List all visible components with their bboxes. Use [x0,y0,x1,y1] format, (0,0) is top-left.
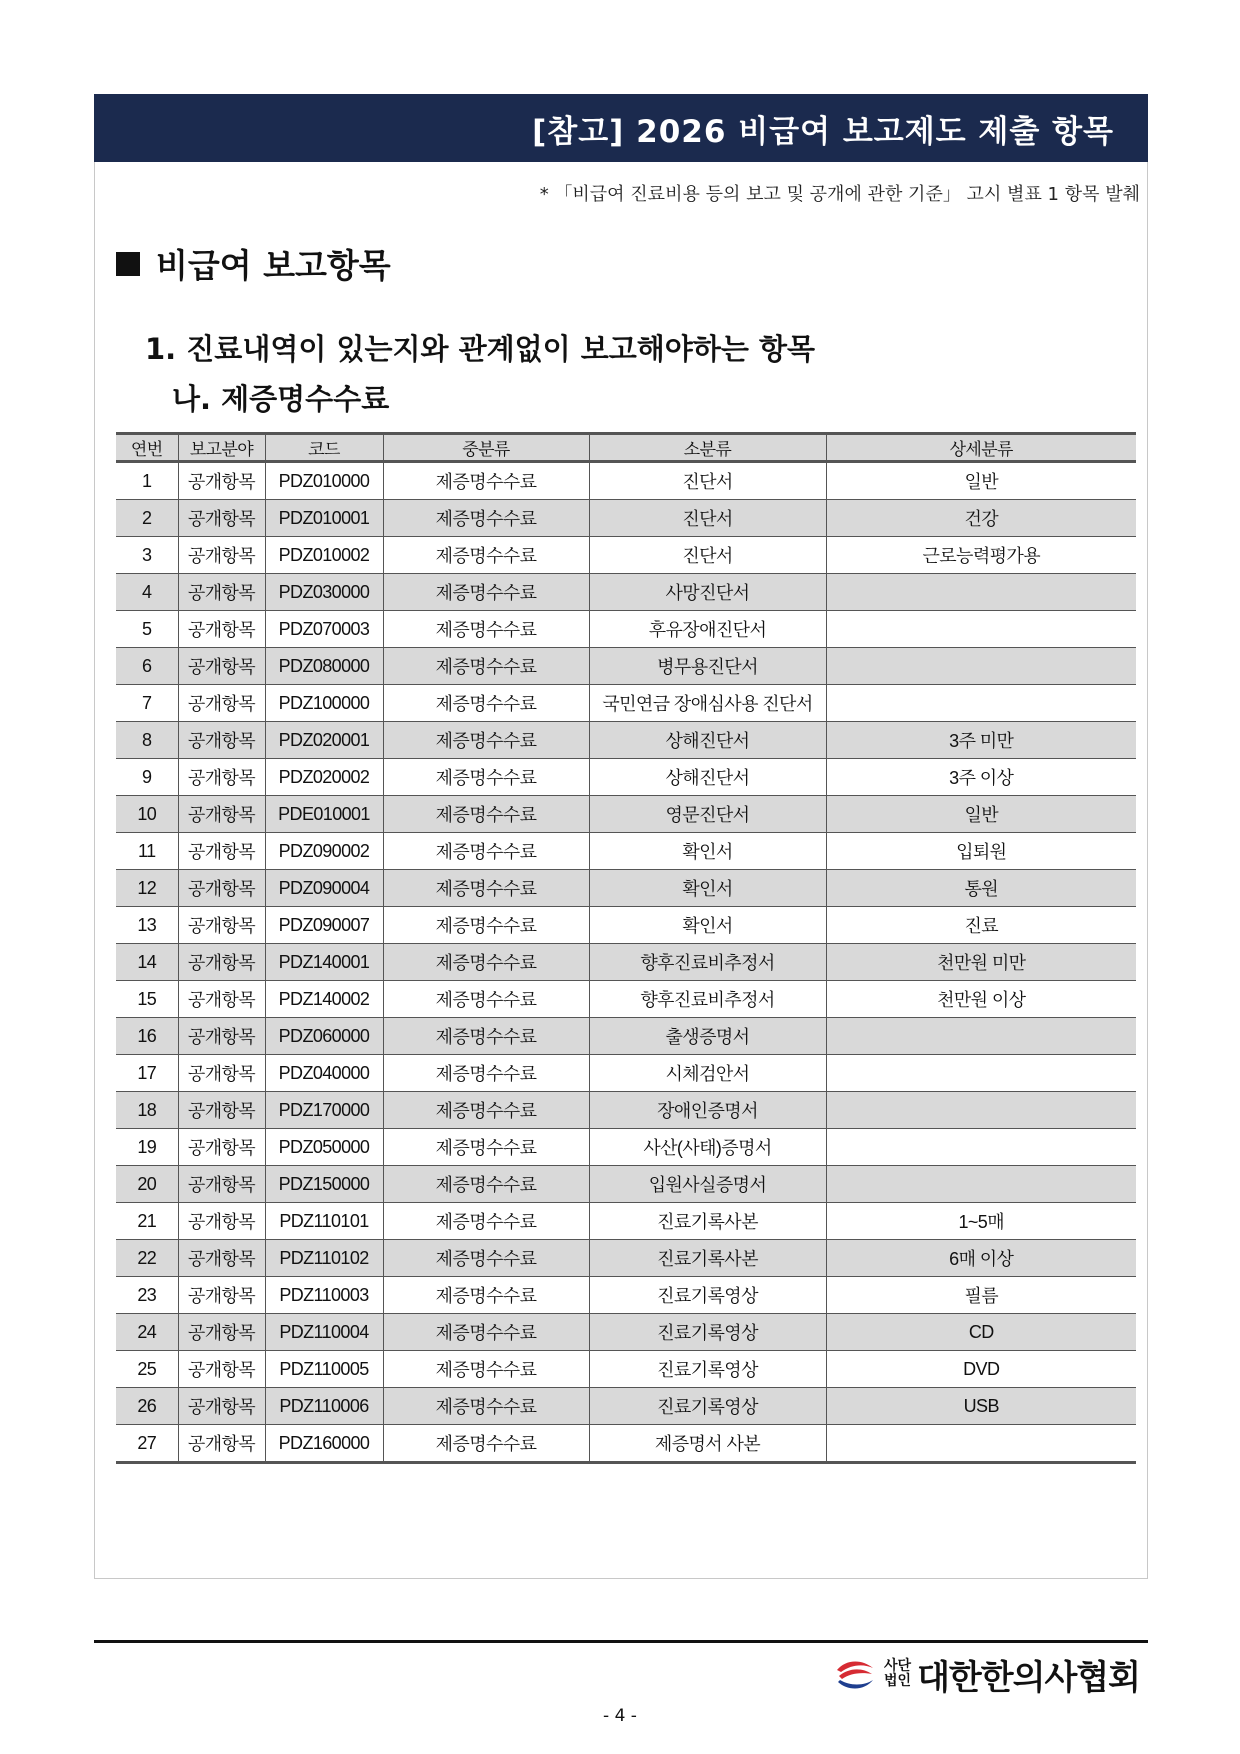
detail-class-cell: 건강 [826,500,1136,537]
middle-class-cell: 제증명수수료 [383,611,589,648]
sub-class-cell: 진료기록영상 [589,1314,826,1351]
table-row [116,500,1136,537]
field-cell: 공개항목 [178,648,265,685]
seq-cell: 14 [116,944,178,981]
sub-class-cell: 장애인증명서 [589,1092,826,1129]
detail-class-cell [826,1018,1136,1055]
code-cell: PDZ030000 [265,574,383,611]
detail-class-cell [826,1055,1136,1092]
middle-class-cell: 제증명수수료 [383,1314,589,1351]
column-header-field: 보고분야 [178,434,265,462]
middle-class-cell: 제증명수수료 [383,462,589,500]
table-row [116,1129,1136,1166]
sub-class-cell: 진단서 [589,462,826,500]
association-emblem-icon [834,1653,876,1695]
detail-class-cell [826,685,1136,722]
field-cell: 공개항목 [178,537,265,574]
middle-class-cell: 제증명수수료 [383,1055,589,1092]
org-corp-line1: 사단 [884,1658,912,1674]
field-cell: 공개항목 [178,1166,265,1203]
field-cell: 공개항목 [178,685,265,722]
seq-cell: 26 [116,1388,178,1425]
detail-class-cell: 1~5매 [826,1203,1136,1240]
column-header-code: 코드 [265,434,383,462]
middle-class-cell: 제증명수수료 [383,537,589,574]
org-name: 대한한의사협회 [917,1657,1140,1698]
field-cell: 공개항목 [178,1425,265,1463]
code-cell: PDZ090002 [265,833,383,870]
seq-cell: 4 [116,574,178,611]
seq-cell: 16 [116,1018,178,1055]
table-row [116,981,1136,1018]
sub-class-cell: 확인서 [589,907,826,944]
square-bullet-icon [116,252,140,276]
middle-class-cell: 제증명수수료 [383,1277,589,1314]
middle-class-cell: 제증명수수료 [383,907,589,944]
code-cell: PDZ170000 [265,1092,383,1129]
detail-class-cell [826,1129,1136,1166]
table-row [116,574,1136,611]
seq-cell: 23 [116,1277,178,1314]
page-title: [참고] 2026 비급여 보고제도 제출 항목 [532,113,1114,150]
sub-class-cell: 사망진단서 [589,574,826,611]
source-note: * 「비급여 진료비용 등의 보고 및 공개에 관한 기준」 고시 별표 1 항목 발췌 [539,184,1140,205]
middle-class-cell: 제증명수수료 [383,1018,589,1055]
seq-cell: 7 [116,685,178,722]
code-cell: PDZ070003 [265,611,383,648]
detail-class-cell: 일반 [826,796,1136,833]
seq-cell: 17 [116,1055,178,1092]
detail-class-cell [826,1166,1136,1203]
org-logo [834,1650,1140,1698]
field-cell: 공개항목 [178,833,265,870]
middle-class-cell: 제증명수수료 [383,944,589,981]
detail-class-cell: 근로능력평가용 [826,537,1136,574]
footer-divider [94,1640,1148,1643]
field-cell: 공개항목 [178,1314,265,1351]
table-row [116,1092,1136,1129]
middle-class-cell: 제증명수수료 [383,574,589,611]
code-cell: PDZ010002 [265,537,383,574]
sub-class-cell: 향후진료비추정서 [589,944,826,981]
seq-cell: 1 [142,470,152,491]
code-cell: PDZ110004 [265,1314,383,1351]
seq-cell: 13 [116,907,178,944]
field-cell: 공개항목 [178,500,265,537]
middle-class-cell: 제증명수수료 [383,759,589,796]
org-corp-line2: 법인 [884,1673,912,1689]
section-heading-text: 비급여 보고항목 [156,246,391,285]
seq-cell: 20 [116,1166,178,1203]
field-cell: 공개항목 [178,1055,265,1092]
code-cell: PDZ110006 [265,1388,383,1425]
page-number: - 4 - [603,1706,637,1726]
sub-class-cell: 향후진료비추정서 [589,981,826,1018]
code-cell: PDZ110003 [265,1277,383,1314]
code-cell: PDZ110005 [265,1351,383,1388]
sub-class-cell: 후유장애진단서 [589,611,826,648]
detail-class-cell: 3주 이상 [826,759,1136,796]
detail-class-cell: 필름 [826,1277,1136,1314]
sub-class-cell: 국민연금 장애심사용 진단서 [589,685,826,722]
sub-class-cell: 진단서 [589,537,826,574]
sub-class-cell: 진료기록영상 [589,1351,826,1388]
field-cell: 공개항목 [178,1092,265,1129]
report-items-table [116,432,1136,1464]
sub-class-cell: 진료기록영상 [589,1388,826,1425]
detail-class-cell: 통원 [826,870,1136,907]
table-body [116,462,1136,1463]
table-row [116,611,1136,648]
middle-class-cell: 제증명수수료 [383,500,589,537]
middle-class-cell: 제증명수수료 [383,1425,589,1463]
sub-class-cell: 병무용진단서 [589,648,826,685]
sub-class-cell: 제증명서 사본 [589,1425,826,1463]
seq-cell: 18 [116,1092,178,1129]
table-row [116,1314,1136,1351]
field-cell: 공개항목 [178,1388,265,1425]
table-row [116,537,1136,574]
code-cell: PDZ150000 [265,1166,383,1203]
middle-class-cell: 제증명수수료 [383,796,589,833]
code-cell: PDZ140001 [265,944,383,981]
column-header-detail-class: 상세분류 [826,434,1136,462]
code-cell: PDZ090004 [265,870,383,907]
seq-cell: 11 [116,833,178,870]
middle-class-cell: 제증명수수료 [383,1129,589,1166]
detail-class-cell: 천만원 이상 [826,981,1136,1018]
seq-cell: 6 [116,648,178,685]
seq-cell: 8 [116,722,178,759]
seq-cell: 5 [116,611,178,648]
column-header-seq: 연번 [116,434,178,462]
code-cell: PDZ050000 [265,1129,383,1166]
table-row [116,1018,1136,1055]
sub-class-cell: 진단서 [589,500,826,537]
middle-class-cell: 제증명수수료 [383,722,589,759]
org-corp-type [884,1659,911,1689]
seq-cell: 25 [116,1351,178,1388]
table-row [116,1277,1136,1314]
code-cell: PDZ140002 [265,981,383,1018]
subheading-category: 1. 진료내역이 있는지와 관계없이 보고해야하는 항목 [145,332,815,366]
sub-class-cell: 진료기록사본 [589,1240,826,1277]
code-cell: PDZ090007 [265,907,383,944]
detail-class-cell [826,574,1136,611]
table-header-row [116,434,1136,462]
seq-cell: 2 [116,500,178,537]
middle-class-cell: 제증명수수료 [383,1388,589,1425]
seq-cell: 3 [116,537,178,574]
detail-class-cell: USB [826,1388,1136,1425]
field-cell: 공개항목 [178,870,265,907]
sub-class-cell: 출생증명서 [589,1018,826,1055]
table-row [116,1055,1136,1092]
code-cell: PDZ160000 [265,1425,383,1463]
title-bar [94,94,1148,162]
table-row [116,759,1136,796]
field-cell: 공개항목 [178,611,265,648]
sub-class-cell: 사산(사태)증명서 [589,1129,826,1166]
detail-class-cell: 진료 [826,907,1136,944]
detail-class-cell [826,1092,1136,1129]
field-cell: 공개항목 [178,907,265,944]
field-cell: 공개항목 [178,796,265,833]
code-cell: PDZ100000 [265,685,383,722]
middle-class-cell: 제증명수수료 [383,1351,589,1388]
detail-class-cell: CD [826,1314,1136,1351]
table-row [116,685,1136,722]
detail-class-cell: 입퇴원 [826,833,1136,870]
code-cell: PDZ020001 [265,722,383,759]
seq-cell: 21 [116,1203,178,1240]
seq-cell: 15 [116,981,178,1018]
field-cell: 공개항목 [178,1018,265,1055]
column-header-middle-class: 중분류 [383,434,589,462]
table-row [116,1203,1136,1240]
middle-class-cell: 제증명수수료 [383,981,589,1018]
code-cell: PDZ060000 [265,1018,383,1055]
code-cell: PDZ110101 [265,1203,383,1240]
seq-cell: 22 [116,1240,178,1277]
field-cell: 공개항목 [178,1240,265,1277]
table-row [116,1166,1136,1203]
field-cell: 공개항목 [178,1129,265,1166]
seq-cell: 12 [116,870,178,907]
detail-class-cell: 6매 이상 [826,1240,1136,1277]
table-row [116,462,1136,500]
table-row [116,1425,1136,1463]
table-row [116,833,1136,870]
field-cell: 공개항목 [178,1277,265,1314]
table-row [116,722,1136,759]
seq-cell: 19 [116,1129,178,1166]
middle-class-cell: 제증명수수료 [383,1166,589,1203]
middle-class-cell: 제증명수수료 [383,1092,589,1129]
code-cell: PDZ010001 [265,500,383,537]
table-row [116,1240,1136,1277]
middle-class-cell: 제증명수수료 [383,870,589,907]
code-cell: PDZ020002 [265,759,383,796]
column-header-sub-class: 소분류 [589,434,826,462]
table-row [116,796,1136,833]
field-cell: 공개항목 [178,981,265,1018]
seq-cell: 24 [116,1314,178,1351]
detail-class-cell: 천만원 미만 [826,944,1136,981]
table-row [116,1351,1136,1388]
sub-class-cell: 확인서 [589,870,826,907]
subheading-subcategory: 나. 제증명수수료 [172,382,390,416]
code-cell: PDZ010000 [265,462,383,500]
field-cell: 공개항목 [178,1351,265,1388]
detail-class-cell [826,611,1136,648]
sub-class-cell: 상해진단서 [589,722,826,759]
sub-class-cell: 영문진단서 [589,796,826,833]
detail-class-cell [826,1425,1136,1463]
seq-cell: 9 [116,759,178,796]
sub-class-cell: 진료기록영상 [589,1277,826,1314]
sub-class-cell: 상해진단서 [589,759,826,796]
detail-class-cell [826,648,1136,685]
field-cell: 공개항목 [178,1203,265,1240]
sub-class-cell: 확인서 [589,833,826,870]
field-cell: 공개항목 [178,759,265,796]
middle-class-cell: 제증명수수료 [383,685,589,722]
table-row [116,1388,1136,1425]
field-cell: 공개항목 [178,574,265,611]
detail-class-cell: 3주 미만 [826,722,1136,759]
sub-class-cell: 시체검안서 [589,1055,826,1092]
section-heading [116,240,391,287]
detail-class-cell: DVD [826,1351,1136,1388]
field-cell: 공개항목 [178,944,265,981]
middle-class-cell: 제증명수수료 [383,833,589,870]
table-row [116,648,1136,685]
seq-cell: 27 [116,1425,178,1463]
code-cell: PDZ080000 [265,648,383,685]
table-row [116,944,1136,981]
table-row [116,870,1136,907]
field-cell: 공개항목 [178,462,265,500]
sub-class-cell: 진료기록사본 [589,1203,826,1240]
sub-class-cell: 입원사실증명서 [589,1166,826,1203]
code-cell: PDZ040000 [265,1055,383,1092]
code-cell: PDZ110102 [265,1240,383,1277]
code-cell: PDE010001 [265,796,383,833]
field-cell: 공개항목 [178,722,265,759]
seq-cell: 10 [116,796,178,833]
middle-class-cell: 제증명수수료 [383,648,589,685]
middle-class-cell: 제증명수수료 [383,1240,589,1277]
middle-class-cell: 제증명수수료 [383,1203,589,1240]
detail-class-cell: 일반 [826,462,1136,500]
table-row [116,907,1136,944]
